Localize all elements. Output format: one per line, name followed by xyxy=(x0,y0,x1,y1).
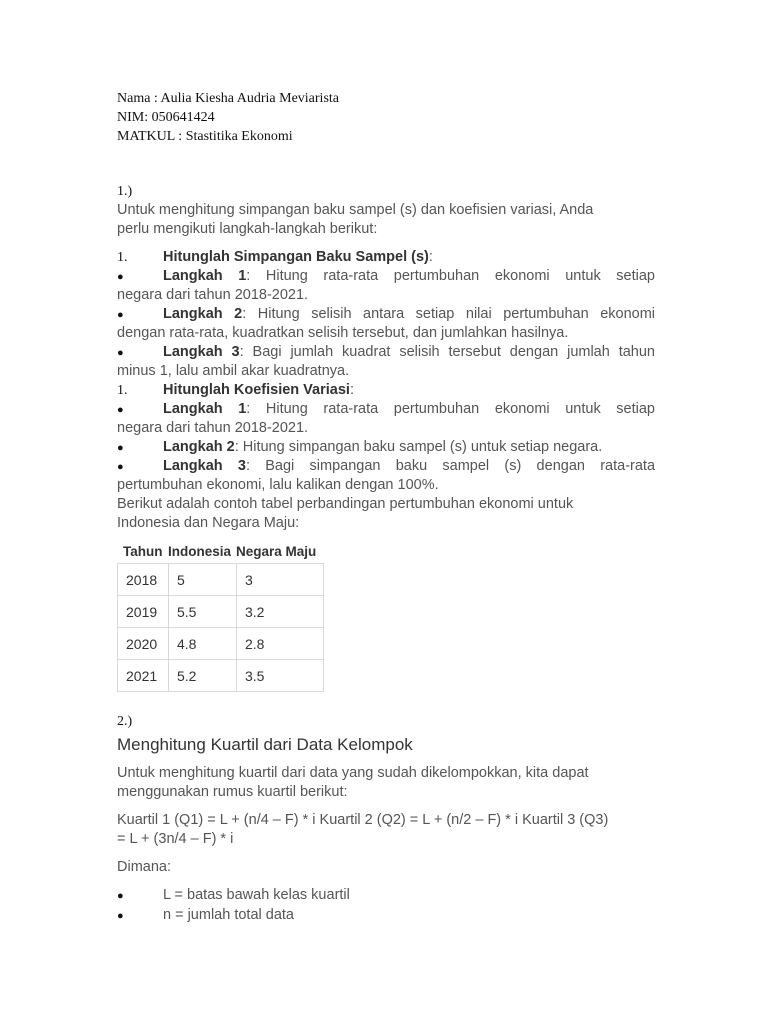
s2-step3-label: Langkah 3 xyxy=(163,458,246,474)
section1-title-text: Hitunglah Simpangan Baku Sampel (s) xyxy=(163,249,429,265)
s2-step2-line1 xyxy=(163,439,602,455)
s2-step1-text: : Hitung rata-rata pertumbuhan ekonomi untuk setiap xyxy=(246,401,655,417)
table-intro-line1: Berikut adalah contoh tabel perbandingan pertumbuhan ekonomi untuk xyxy=(117,496,574,512)
student-header xyxy=(117,89,339,146)
table-cell: 3.2 xyxy=(237,596,324,628)
definition-L: L = batas bawah kelas kuartil xyxy=(163,887,350,903)
table-cell: 2021 xyxy=(118,660,169,692)
s1-step1-label: Langkah 1 xyxy=(163,268,247,284)
table-cell: 5 xyxy=(169,564,237,596)
section1-title-colon: : xyxy=(428,249,433,265)
section2-title-colon: : xyxy=(349,382,354,398)
q1-intro-line1: Untuk menghitung simpangan baku sampel (s) dan koefisien variasi, Anda xyxy=(117,202,594,218)
table-header-negara-maju: Negara Maju xyxy=(236,544,317,559)
table-cell: 5.2 xyxy=(169,660,237,692)
bullet-icon: ● xyxy=(117,890,124,902)
s1-step1-line2: negara dari tahun 2018-2021. xyxy=(117,287,309,303)
dimana-label: Dimana: xyxy=(117,859,171,875)
bullet-icon: ● xyxy=(117,461,124,473)
question-2-number: 2.) xyxy=(117,714,133,729)
bullet-icon: ● xyxy=(117,309,124,321)
s1-step2-text: : Hitung selisih antara setiap nilai pertumbuhan ekonomi xyxy=(242,306,655,322)
s1-step3-text: : Bagi jumlah kuadrat selisih tersebut dengan jumlah tahun xyxy=(239,344,655,360)
student-nim: NIM: 050641424 xyxy=(117,110,215,125)
s1-step3-line1 xyxy=(163,344,655,360)
table-cell: 4.8 xyxy=(169,628,237,660)
s2-step3-line1 xyxy=(163,458,655,474)
s1-step1-text: : Hitung rata-rata pertumbuhan ekonomi untuk setiap xyxy=(246,268,655,284)
s2-step2-text: : Hitung simpangan baku sampel (s) untuk setiap negara. xyxy=(234,439,603,455)
table-cell: 2020 xyxy=(118,628,169,660)
section1-number: 1. xyxy=(117,250,128,265)
student-name: Nama : Aulia Kiesha Audria Meviarista xyxy=(117,91,339,106)
table-cell: 2019 xyxy=(118,596,169,628)
s1-step2-line2: dengan rata-rata, kuadratkan selisih tersebut, dan jumlahkan hasilnya. xyxy=(117,325,569,341)
section2-number: 1. xyxy=(117,383,128,398)
growth-table xyxy=(117,563,324,692)
bullet-icon: ● xyxy=(117,271,124,283)
q2-heading: Menghitung Kuartil dari Data Kelompok xyxy=(117,735,413,754)
s2-step1-label: Langkah 1 xyxy=(163,401,247,417)
table-cell: 2018 xyxy=(118,564,169,596)
table-row xyxy=(118,628,324,660)
question-1-number: 1.) xyxy=(117,184,133,199)
s2-step2-label: Langkah 2 xyxy=(163,439,235,455)
q2-intro-line2: menggunakan rumus kuartil berikut: xyxy=(117,784,348,800)
table-row xyxy=(118,596,324,628)
section1-title xyxy=(163,249,433,265)
s1-step2-line1 xyxy=(163,306,655,322)
s2-step3-text: : Bagi simpangan baku sampel (s) dengan rata-rata xyxy=(245,458,656,474)
table-cell: 3 xyxy=(237,564,324,596)
section2-title-text: Hitunglah Koefisien Variasi xyxy=(163,382,350,398)
table-cell: 2.8 xyxy=(237,628,324,660)
s2-step1-line2: negara dari tahun 2018-2021. xyxy=(117,420,309,436)
table-intro-line2: Indonesia dan Negara Maju: xyxy=(117,515,300,531)
bullet-icon: ● xyxy=(117,404,124,416)
definition-n: n = jumlah total data xyxy=(163,907,294,923)
course-name: MATKUL : Stastitika Ekonomi xyxy=(117,129,293,144)
table-header-tahun: Tahun xyxy=(123,544,163,559)
s2-step3-line2: pertumbuhan ekonomi, lalu kalikan dengan 100%. xyxy=(117,477,439,493)
bullet-icon: ● xyxy=(117,347,124,359)
table-cell: 3.5 xyxy=(237,660,324,692)
s2-step1-line1 xyxy=(163,401,655,417)
bullet-icon: ● xyxy=(117,910,124,922)
table-header-indonesia: Indonesia xyxy=(168,544,232,559)
q2-intro-line1: Untuk menghitung kuartil dari data yang sudah dikelompokkan, kita dapat xyxy=(117,765,589,781)
quartile-formula-line1: Kuartil 1 (Q1) = L + (n/4 – F) * i Kuartil 2 (Q2) = L + (n/2 – F) * i Kuartil 3 (Q3) xyxy=(117,812,609,828)
s1-step3-label: Langkah 3 xyxy=(163,344,240,360)
table-row xyxy=(118,564,324,596)
section2-title xyxy=(163,382,354,398)
q1-intro-line2: perlu mengikuti langkah-langkah berikut: xyxy=(117,221,378,237)
s1-step3-line2: minus 1, lalu ambil akar kuadratnya. xyxy=(117,363,350,379)
bullet-icon: ● xyxy=(117,442,124,454)
quartile-formula-line2: = L + (3n/4 – F) * i xyxy=(117,831,234,847)
s1-step1-line1 xyxy=(163,268,655,284)
table-cell: 5.5 xyxy=(169,596,237,628)
table-row xyxy=(118,660,324,692)
s1-step2-label: Langkah 2 xyxy=(163,306,243,322)
